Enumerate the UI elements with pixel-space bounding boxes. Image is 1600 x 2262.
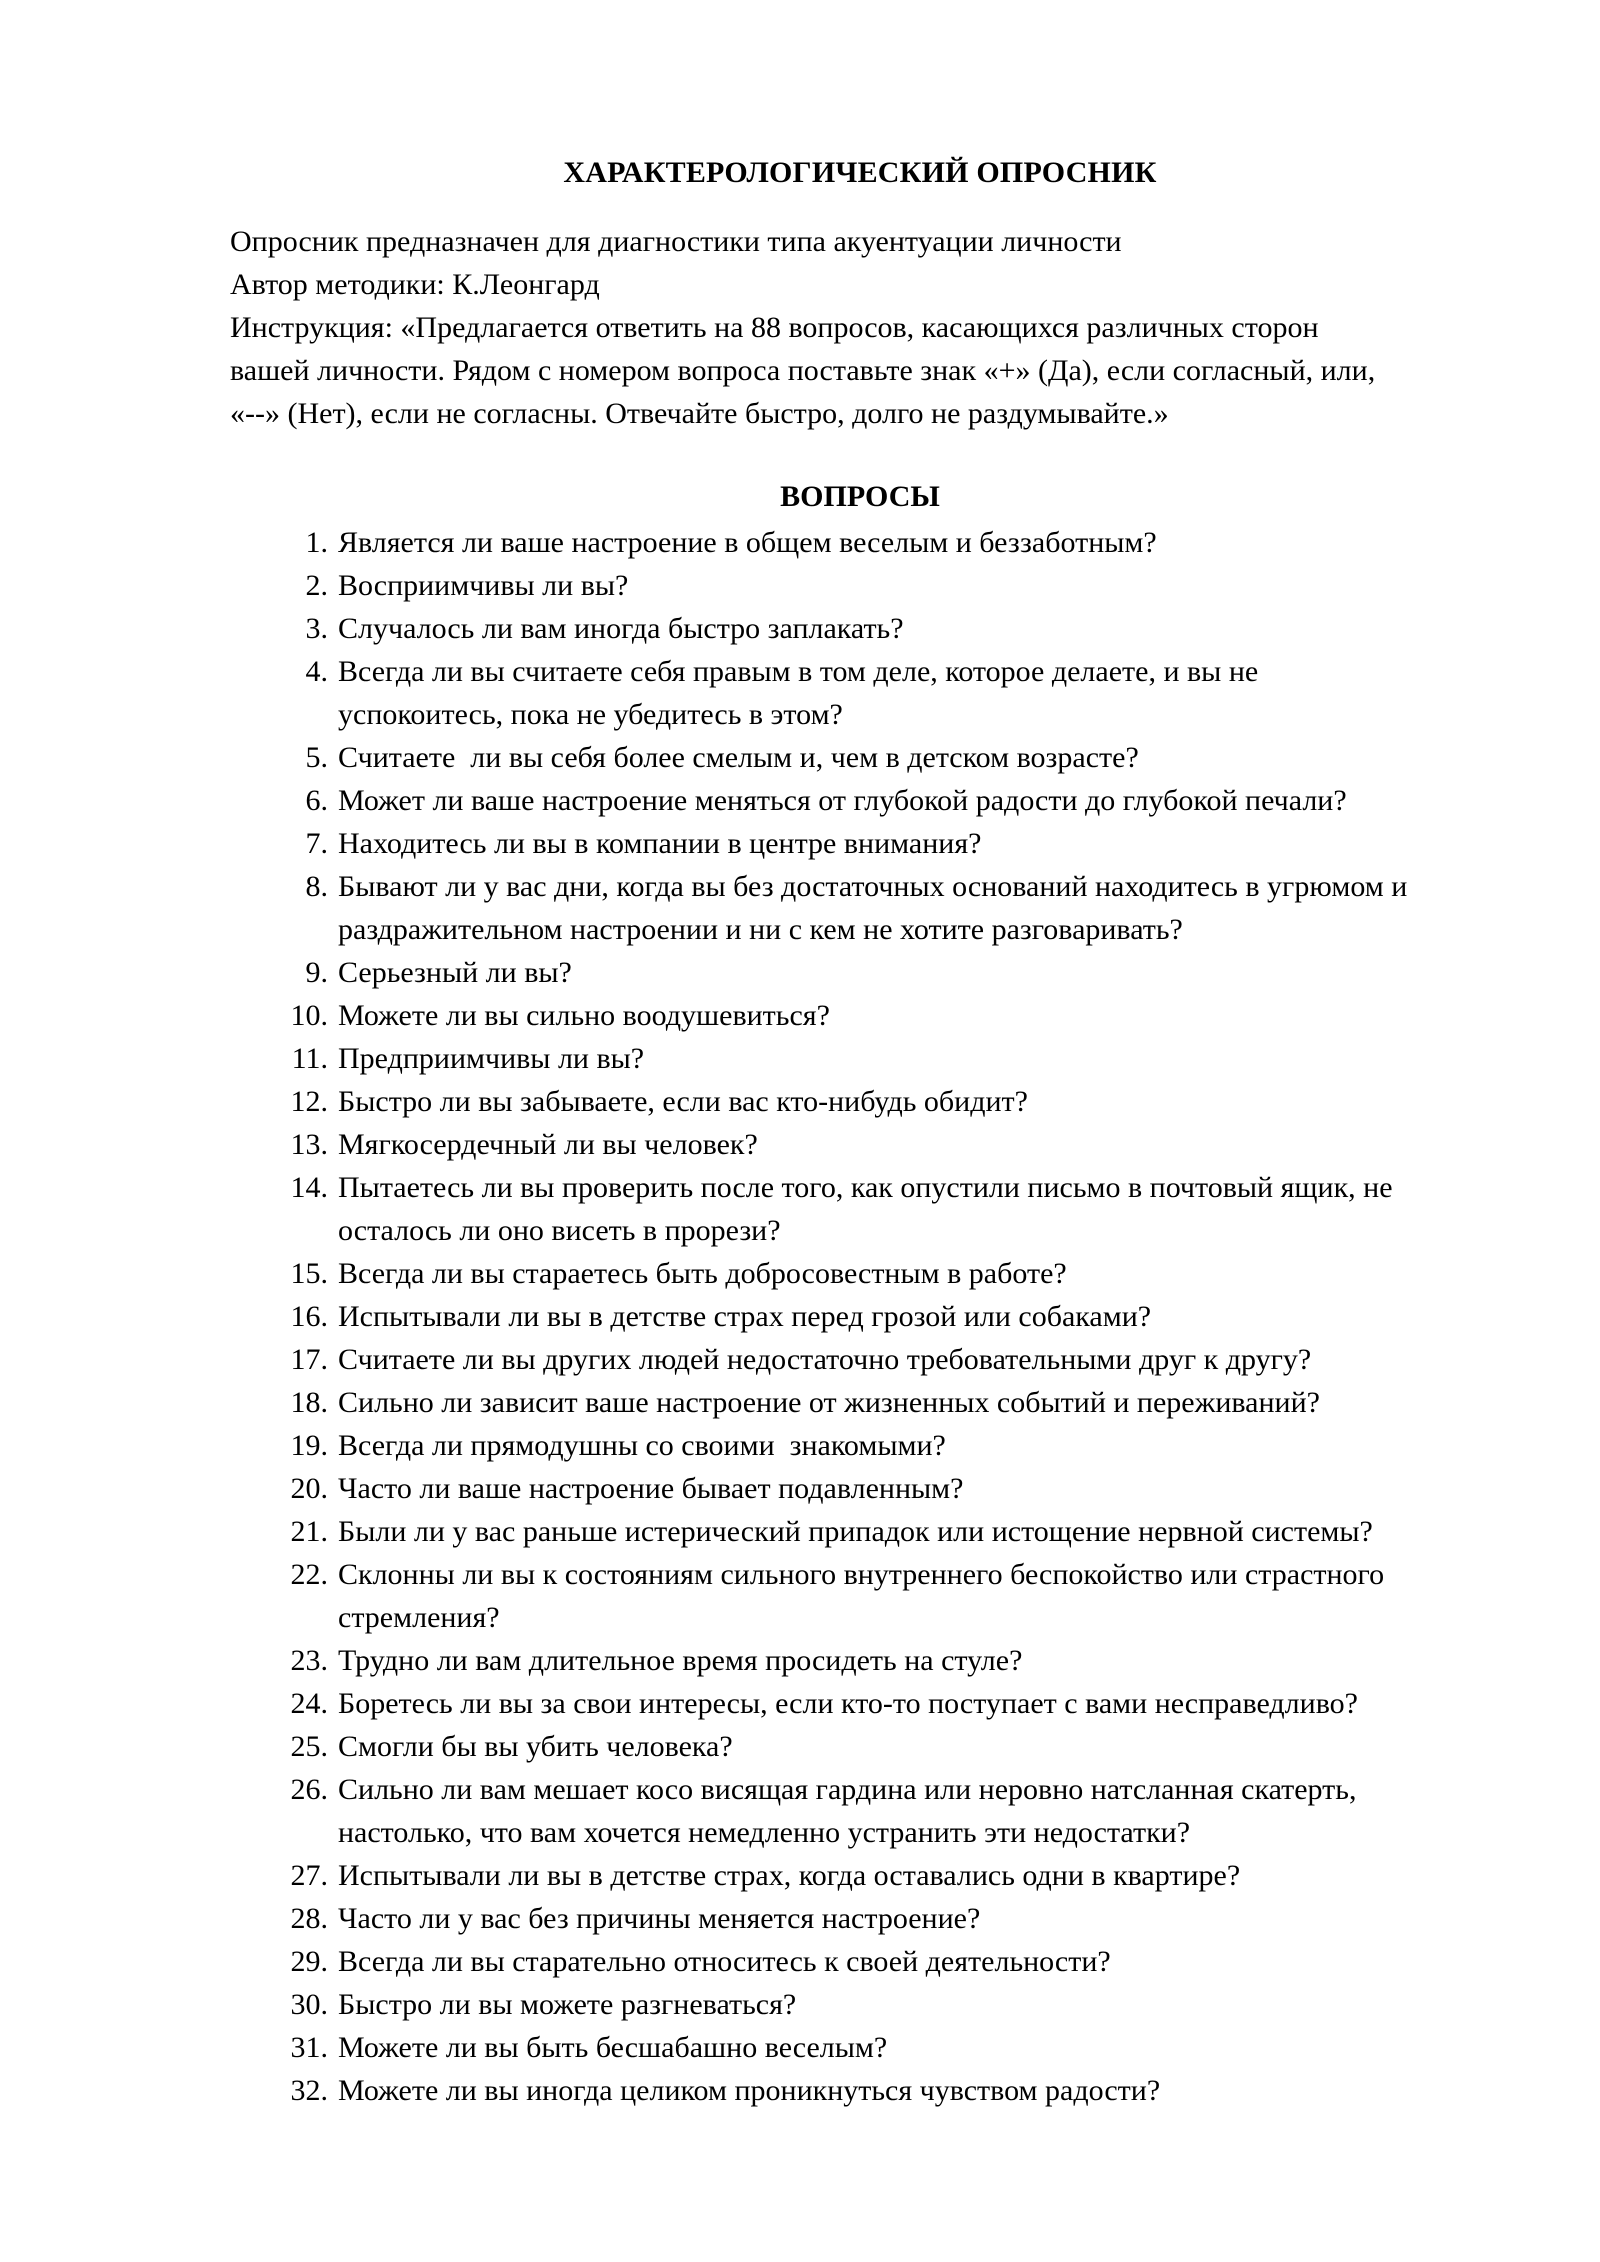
question-text-line: Испытывали ли вы в детстве страх перед грозой или собаками? — [338, 1300, 1152, 1333]
question-text-line: Находитесь ли вы в компании в центре внимания? — [338, 827, 982, 860]
question-item — [270, 1252, 1520, 1295]
question-item — [270, 1510, 1520, 1553]
question-text — [328, 1725, 1520, 1768]
question-item — [270, 1854, 1520, 1897]
question-text-line: настолько, что вам хочется немедленно устранить эти недостатки? — [338, 1816, 1191, 1849]
questions-list — [270, 521, 1520, 2112]
question-text-line: Можете ли вы быть бесшабашно веселым? — [338, 2031, 888, 2064]
question-item — [270, 1467, 1520, 1510]
question-item — [270, 2069, 1520, 2112]
question-text-line: успокоитесь, пока не убедитесь в этом? — [338, 698, 843, 731]
question-text — [328, 1854, 1520, 1897]
question-item — [270, 1338, 1520, 1381]
question-text-line: Часто ли ваше настроение бывает подавленным? — [338, 1472, 964, 1505]
question-item — [270, 1768, 1520, 1854]
question-text-line: Случалось ли вам иногда быстро заплакать? — [338, 612, 904, 645]
question-text — [328, 1897, 1520, 1940]
question-text — [328, 1037, 1520, 1080]
question-text-line: Быстро ли вы забываете, если вас кто-нибудь обидит? — [338, 1085, 1028, 1118]
question-number: 24. — [290, 1687, 328, 1720]
question-text-line: Быстро ли вы можете разгневаться? — [338, 1988, 797, 2021]
question-item — [270, 951, 1520, 994]
question-text — [328, 650, 1520, 736]
question-text-line: Пытаетесь ли вы проверить после того, как опустили письмо в почтовый ящик, не — [338, 1171, 1393, 1204]
question-text — [328, 1424, 1520, 1467]
question-number: 26. — [290, 1773, 328, 1806]
question-text-line: Бывают ли у вас дни, когда вы без достаточных оснований находитесь в угрюмом и — [338, 870, 1408, 903]
question-text — [328, 1983, 1520, 2026]
section-heading: ВОПРОСЫ — [780, 480, 940, 513]
question-item — [270, 1940, 1520, 1983]
question-item — [270, 1682, 1520, 1725]
question-item — [270, 1123, 1520, 1166]
question-text-line: Трудно ли вам длительное время просидеть на стуле? — [338, 1644, 1023, 1677]
question-text-line: Серьезный ли вы? — [338, 956, 572, 989]
question-number: 20. — [290, 1472, 328, 1505]
question-number: 30. — [290, 1988, 328, 2021]
question-item — [270, 1553, 1520, 1639]
document-title: ХАРАКТЕРОЛОГИЧЕСКИЙ ОПРОСНИК — [563, 156, 1157, 189]
question-number: 6. — [305, 784, 328, 817]
question-text — [328, 779, 1520, 822]
question-item — [270, 1639, 1520, 1682]
question-text — [328, 564, 1520, 607]
question-text-line: Можете ли вы сильно воодушевиться? — [338, 999, 830, 1032]
question-item — [270, 521, 1520, 564]
question-text-line: Сильно ли зависит ваше настроение от жизненных событий и переживаний? — [338, 1386, 1320, 1419]
question-text-line: Считаете ли вы себя более смелым и, чем в детском возрасте? — [338, 741, 1139, 774]
question-text-line: Считаете ли вы других людей недостаточно требовательными друг к другу? — [338, 1343, 1312, 1376]
question-item — [270, 779, 1520, 822]
question-text — [328, 1295, 1520, 1338]
question-item — [270, 865, 1520, 951]
question-item — [270, 650, 1520, 736]
question-text — [328, 951, 1520, 994]
question-text-line: Боретесь ли вы за свои интересы, если кто-то поступает с вами несправедливо? — [338, 1687, 1358, 1720]
question-number: 19. — [290, 1429, 328, 1462]
question-item — [270, 1166, 1520, 1252]
question-text-line: Восприимчивы ли вы? — [338, 569, 629, 602]
question-number: 17. — [290, 1343, 328, 1376]
question-item — [270, 1897, 1520, 1940]
question-item — [270, 1725, 1520, 1768]
question-number: 4. — [305, 655, 328, 688]
question-text — [328, 1252, 1520, 1295]
question-text — [328, 1467, 1520, 1510]
question-item — [270, 1037, 1520, 1080]
question-text-line: Мягкосердечный ли вы человек? — [338, 1128, 758, 1161]
question-item — [270, 1983, 1520, 2026]
question-number: 15. — [290, 1257, 328, 1290]
question-text — [328, 1682, 1520, 1725]
question-number: 16. — [290, 1300, 328, 1333]
question-text-line: Испытывали ли вы в детстве страх, когда оставались одни в квартире? — [338, 1859, 1241, 1892]
question-number: 18. — [290, 1386, 328, 1419]
question-text — [328, 1123, 1520, 1166]
intro-line: Автор методики: К.Леонгард — [230, 268, 600, 301]
question-number: 21. — [290, 1515, 328, 1548]
question-item — [270, 994, 1520, 1037]
question-text-line: Сильно ли вам мешает косо висящая гардина или неровно натсланная скатерть, — [338, 1773, 1357, 1806]
question-text — [328, 1768, 1520, 1854]
question-item — [270, 736, 1520, 779]
question-text — [328, 1510, 1520, 1553]
question-item — [270, 607, 1520, 650]
question-text — [328, 521, 1520, 564]
question-text — [328, 1940, 1520, 1983]
question-text — [328, 1080, 1520, 1123]
question-text — [328, 2026, 1520, 2069]
question-text-line: Всегда ли вы старательно относитесь к своей деятельности? — [338, 1945, 1111, 1978]
question-text-line: раздражительном настроении и ни с кем не хотите разговаривать? — [338, 913, 1183, 946]
question-number: 7. — [305, 827, 328, 860]
question-number: 32. — [290, 2074, 328, 2107]
question-text — [328, 1381, 1520, 1424]
question-text — [328, 822, 1520, 865]
question-text — [328, 1639, 1520, 1682]
intro-line: «--» (Нет), если не согласны. Отвечайте быстро, долго не раздумывайте.» — [230, 397, 1169, 430]
intro-line: Инструкция: «Предлагается ответить на 88 вопросов, касающихся различных сторон — [230, 311, 1319, 344]
question-number: 22. — [290, 1558, 328, 1591]
intro-line: Опросник предназначен для диагностики типа акуентуации личности — [230, 225, 1122, 258]
question-number: 1. — [305, 526, 328, 559]
question-number: 23. — [290, 1644, 328, 1677]
question-item — [270, 2026, 1520, 2069]
question-number: 27. — [290, 1859, 328, 1892]
question-number: 3. — [305, 612, 328, 645]
question-text-line: Предприимчивы ли вы? — [338, 1042, 645, 1075]
question-number: 25. — [290, 1730, 328, 1763]
question-text — [328, 1553, 1520, 1639]
intro-line: вашей личности. Рядом с номером вопроса поставьте знак «+» (Да), если согласный, или, — [230, 354, 1376, 387]
question-text-line: Всегда ли вы считаете себя правым в том деле, которое делаете, и вы не — [338, 655, 1259, 688]
question-number: 14. — [290, 1171, 328, 1204]
question-text — [328, 2069, 1520, 2112]
question-number: 10. — [290, 999, 328, 1032]
question-text — [328, 994, 1520, 1037]
question-text-line: Часто ли у вас без причины меняется настроение? — [338, 1902, 981, 1935]
question-text-line: Склонны ли вы к состояниям сильного внутреннего беспокойство или страстного — [338, 1558, 1385, 1591]
question-item — [270, 1424, 1520, 1467]
question-text — [328, 1166, 1520, 1252]
intro-block — [230, 220, 1490, 435]
question-text-line: осталось ли оно висеть в прорези? — [338, 1214, 781, 1247]
question-text-line: Может ли ваше настроение меняться от глубокой радости до глубокой печали? — [338, 784, 1347, 817]
question-text-line: Всегда ли прямодушны со своими знакомыми? — [338, 1429, 946, 1462]
question-text-line: Является ли ваше настроение в общем веселым и беззаботным? — [338, 526, 1157, 559]
question-text-line: Смогли бы вы убить человека? — [338, 1730, 733, 1763]
question-text-line: Были ли у вас раньше истерический припадок или истощение нервной системы? — [338, 1515, 1373, 1548]
question-item — [270, 822, 1520, 865]
question-number: 5. — [305, 741, 328, 774]
question-number: 12. — [290, 1085, 328, 1118]
question-item — [270, 1295, 1520, 1338]
question-number: 11. — [291, 1042, 328, 1075]
question-number: 13. — [290, 1128, 328, 1161]
question-text — [328, 865, 1520, 951]
question-number: 29. — [290, 1945, 328, 1978]
question-number: 9. — [305, 956, 328, 989]
question-number: 31. — [290, 2031, 328, 2064]
question-number: 2. — [305, 569, 328, 602]
question-text-line: стремления? — [338, 1601, 500, 1634]
question-text-line: Можете ли вы иногда целиком проникнуться чувством радости? — [338, 2074, 1161, 2107]
question-item — [270, 1080, 1520, 1123]
question-text-line: Всегда ли вы стараетесь быть добросовестным в работе? — [338, 1257, 1067, 1290]
question-item — [270, 564, 1520, 607]
question-item — [270, 1381, 1520, 1424]
question-text — [328, 736, 1520, 779]
question-text — [328, 607, 1520, 650]
question-number: 8. — [305, 870, 328, 903]
question-text — [328, 1338, 1520, 1381]
question-number: 28. — [290, 1902, 328, 1935]
